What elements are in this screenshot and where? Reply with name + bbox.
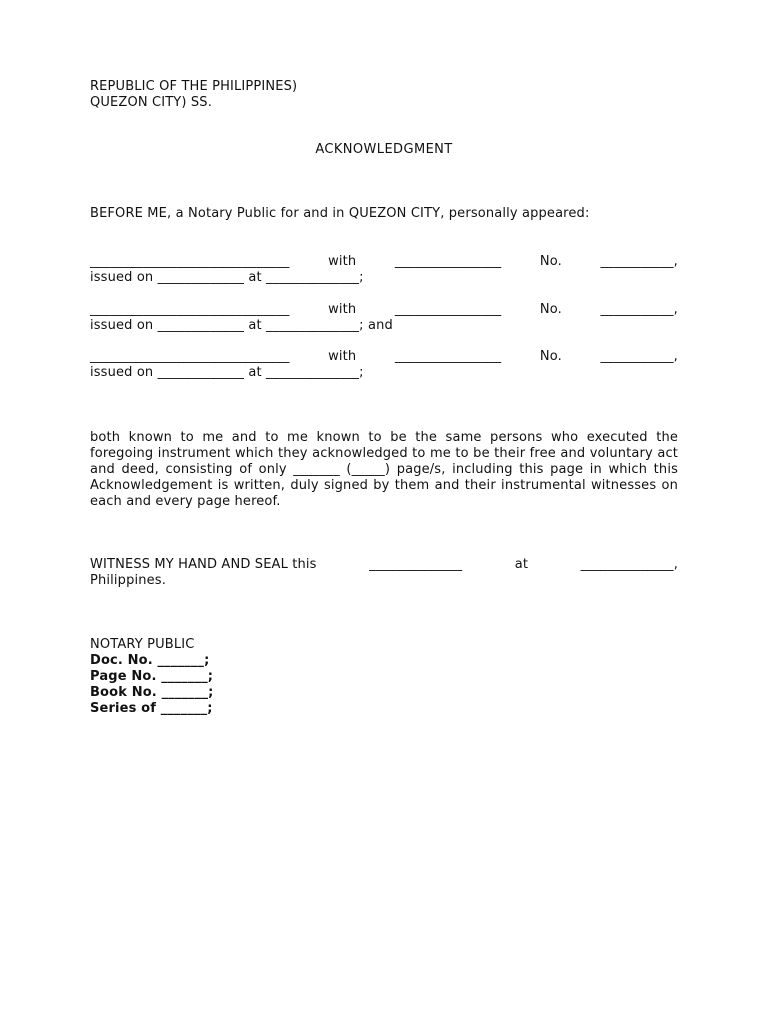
appearer-issued-on-label: issued on xyxy=(90,318,154,333)
witness-place-blank: ______________, xyxy=(580,557,678,572)
appearer-no-blank: ___________, xyxy=(600,302,678,317)
appearer-date-blank: _____________ xyxy=(157,318,245,333)
appearer-with-label: with xyxy=(328,254,357,269)
venue-line-city: QUEZON CITY) SS. xyxy=(90,95,212,110)
appearer-issued-on-label: issued on xyxy=(90,270,154,285)
appearer-name-blank: ______________________________ xyxy=(90,254,290,269)
witness-lead-text: WITNESS MY HAND AND SEAL this xyxy=(90,557,317,572)
venue-header xyxy=(90,79,678,111)
appearer-date-blank: _____________ xyxy=(157,270,245,285)
appearer-no-blank: ___________, xyxy=(600,349,678,364)
intro-sentence: BEFORE ME, a Notary Public for and in QUEZON CITY, personally appeared: xyxy=(90,206,590,221)
appearer-entry-3 xyxy=(90,349,678,381)
appearer-place-blank: ______________; xyxy=(266,365,364,380)
appearer-at-label: at xyxy=(248,270,262,285)
venue-line-republic: REPUBLIC OF THE PHILIPPINES) xyxy=(90,79,298,94)
witness-at-label: at xyxy=(514,557,529,572)
notary-block xyxy=(90,637,678,717)
appearer-no-label: No. xyxy=(539,302,562,317)
appearer-at-label: at xyxy=(248,318,262,333)
witness-country: Philippines. xyxy=(90,573,166,588)
witness-date-blank: ______________ xyxy=(369,557,463,572)
document-title: ACKNOWLEDGMENT xyxy=(315,142,453,157)
notary-series: Series of _______; xyxy=(90,701,213,716)
appearer-entry-1 xyxy=(90,254,678,286)
appearer-no-blank: ___________, xyxy=(600,254,678,269)
appearer-id-blank: ________________ xyxy=(394,349,502,364)
appearer-id-blank: ________________ xyxy=(394,254,502,269)
appearer-no-label: No. xyxy=(539,349,562,364)
notary-book-no: Book No. _______; xyxy=(90,685,214,700)
appearer-place-blank: ______________; and xyxy=(266,318,393,333)
appearer-issued-on-label: issued on xyxy=(90,365,154,380)
appearer-with-label: with xyxy=(328,302,357,317)
appearer-name-blank: ______________________________ xyxy=(90,302,290,317)
appearer-at-label: at xyxy=(248,365,262,380)
acknowledgment-paragraph: both known to me and to me known to be the same persons who executed the foregoing instrument which they acknowledged to me to be their free and voluntary act and deed, consisting of only _______ (_____) page/s, including this page in which this Acknowledgement is written, duly signed by them and their instrumental witnesses on each and every page hereof. xyxy=(90,430,678,509)
appearer-no-label: No. xyxy=(539,254,562,269)
appearer-entry-2 xyxy=(90,302,678,334)
appearer-id-blank: ________________ xyxy=(394,302,502,317)
appearer-place-blank: ______________; xyxy=(266,270,364,285)
witness-clause xyxy=(90,557,678,589)
appearer-name-blank: ______________________________ xyxy=(90,349,290,364)
notary-heading: NOTARY PUBLIC xyxy=(90,637,195,652)
notary-page-no: Page No. _______; xyxy=(90,669,214,684)
notary-doc-no: Doc. No. _______; xyxy=(90,653,210,668)
appearer-date-blank: _____________ xyxy=(157,365,245,380)
appearer-with-label: with xyxy=(328,349,357,364)
